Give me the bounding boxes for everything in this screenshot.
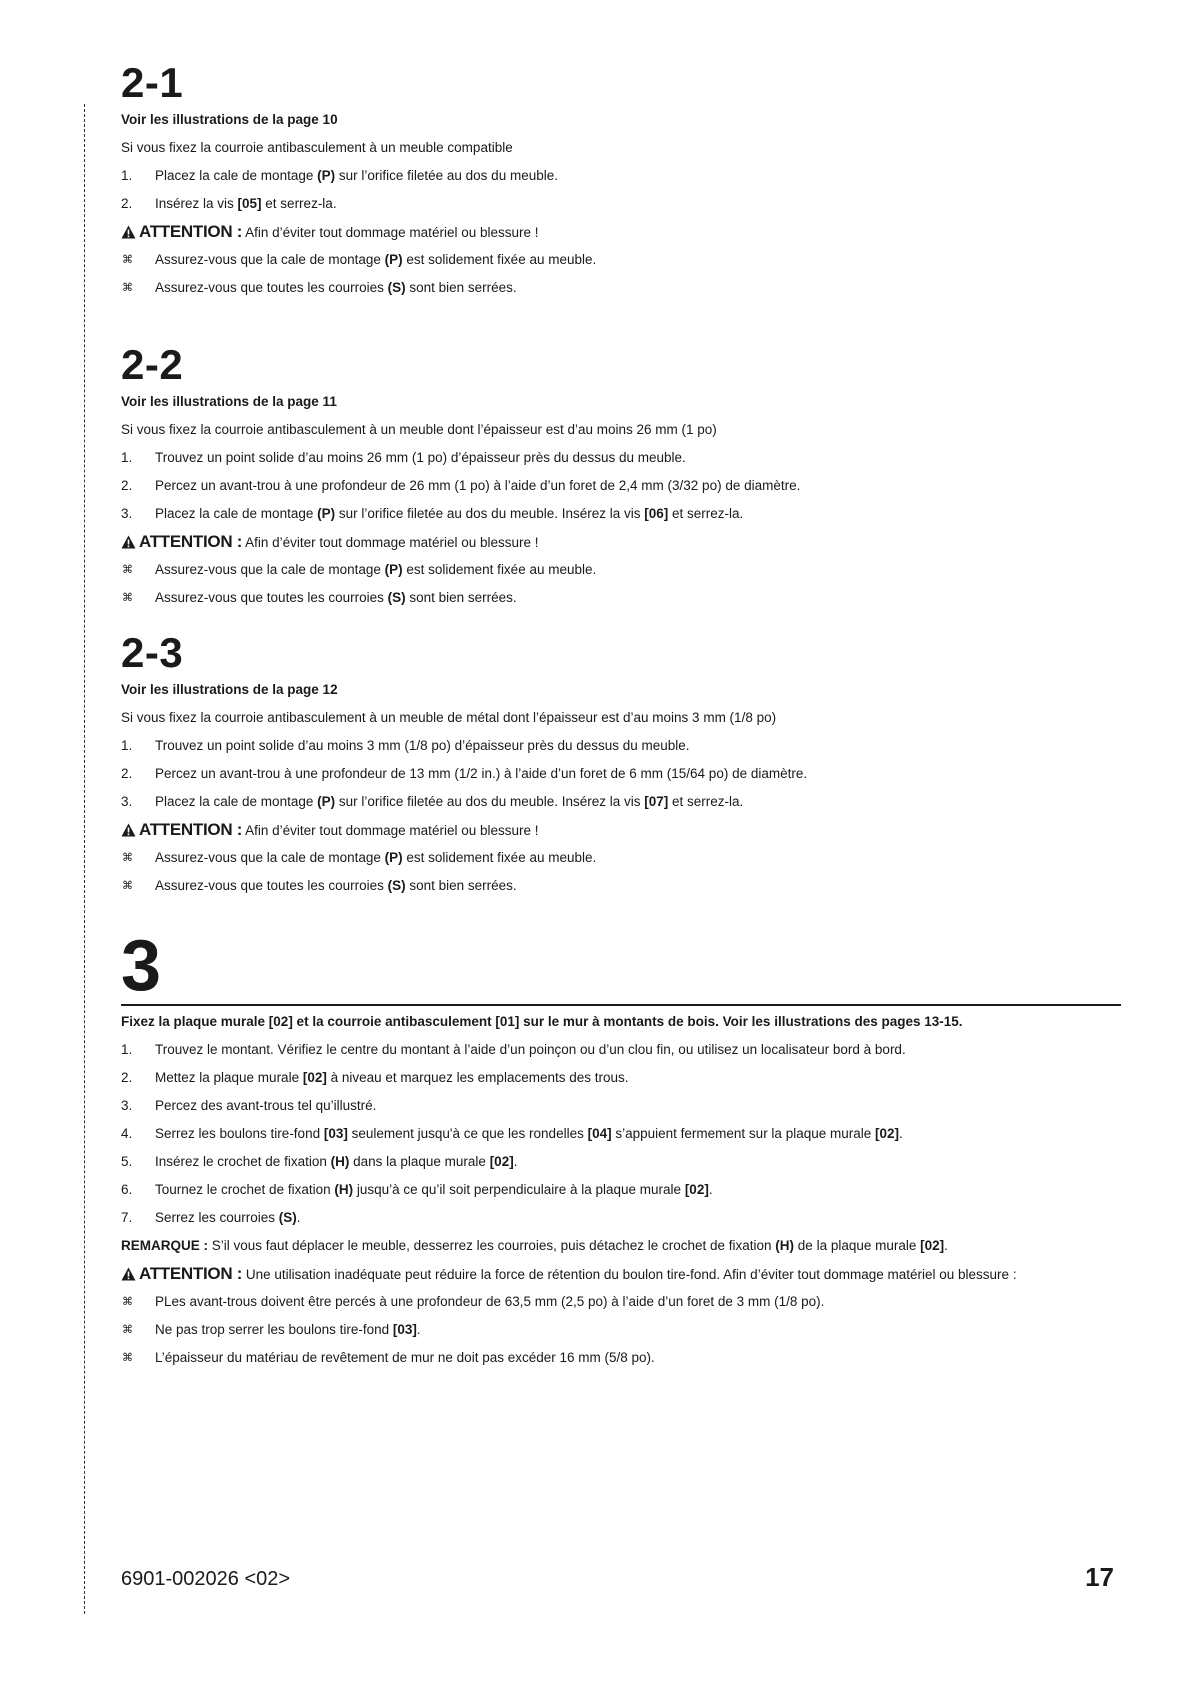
section-2-3 [121,630,1121,900]
section-rule [121,928,1121,1006]
step-item: 3. Placez la cale de montage (P) sur l’orifice filetée au dos du meuble. Insérez la vis [07] et serrez-la. [121,794,744,809]
step-item: 5. Insérez le crochet de fixation (H) dans la plaque murale [02]. [121,1154,518,1169]
bullet-item: ⌘ Assurez-vous que la cale de montage (P) est solidement fixée au meuble. [121,246,1121,274]
bullet-item: ⌘ Assurez-vous que toutes les courroies (S) sont bien serrées. [121,584,1121,612]
bullet-icon: ⌘ [122,852,133,864]
step-item: 1. Trouvez un point solide d’au moins 3 mm (1/8 po) d’épaisseur près du dessus du meuble. [121,738,690,753]
bullet-item: ⌘ Assurez-vous que la cale de montage (P) est solidement fixée au meuble. [121,556,1121,584]
intro-text: Si vous fixez la courroie antibasculement à un meuble de métal dont l’épaisseur est d’au moins 3 mm (1/8 po) [121,710,777,725]
section-3 [121,928,1121,1372]
section-title: 2-1 [121,59,184,106]
bullet-item: ⌘ Assurez-vous que la cale de montage (P) est solidement fixée au meuble. [121,844,1121,872]
step-item: 2. Percez un avant-trou à une profondeur de 13 mm (1/2 in.) à l’aide d’un foret de 6 mm (15/64 po) de diamètre. [121,766,808,781]
section-2-1 [121,60,1121,302]
note-line: REMARQUE : S’il vous faut déplacer le meuble, desserrez les courroies, puis détachez le crochet de fixation (H) de la plaque murale [02]. [121,1238,948,1253]
warning-icon [121,225,136,239]
bullet-icon: ⌘ [122,880,133,892]
step-item: 1. Trouvez un point solide d’au moins 26 mm (1 po) d’épaisseur près du dessus du meuble. [121,450,686,465]
bullet-item: ⌘ L’épaisseur du matériau de revêtement de mur ne doit pas excéder 16 mm (5/8 po). [121,1344,1121,1372]
warning-icon [121,1267,136,1281]
section-title: 3 [121,926,162,1006]
attention-line: ATTENTION : Afin d’éviter tout dommage matériel ou blessure ! [121,218,1121,246]
warning-icon [121,535,136,549]
step-item: 7. Serrez les courroies (S). [121,1210,301,1225]
section-2-2 [121,342,1121,612]
section-title: 2-2 [121,341,184,388]
bullet-item: ⌘ PLes avant-trous doivent être percés à une profondeur de 63,5 mm (2,5 po) à l’aide d’un foret de 3 mm (1/8 po). [121,1288,1121,1316]
step-item: 1. Placez la cale de montage (P) sur l’orifice filetée au dos du meuble. [121,168,558,183]
bullet-item: ⌘ Assurez-vous que toutes les courroies (S) sont bien serrées. [121,274,1121,302]
cut-line [84,104,85,1614]
step-item: 6. Tournez le crochet de fixation (H) jusqu’à ce qu’il soit perpendiculaire à la plaque murale [02]. [121,1182,713,1197]
intro-text: Si vous fixez la courroie antibasculement à un meuble dont l’épaisseur est d’au moins 26 mm (1 po) [121,422,717,437]
section-subhead: Fixez la plaque murale [02] et la courroie antibasculement [01] sur le mur à montants de bois. Voir les illustrations des pages 13-15. [121,1014,963,1029]
bullet-item: ⌘ Ne pas trop serrer les boulons tire-fond [03]. [121,1316,1121,1344]
section-subhead: Voir les illustrations de la page 12 [121,682,338,697]
step-item: 2. Insérez la vis [05] et serrez-la. [121,196,337,211]
section-subhead: Voir les illustrations de la page 11 [121,394,337,409]
attention-line: ATTENTION : Afin d’éviter tout dommage matériel ou blessure ! [121,816,1121,844]
bullet-icon: ⌘ [122,1324,133,1336]
bullet-icon: ⌘ [122,592,133,604]
attention-line: ATTENTION : Afin d’éviter tout dommage matériel ou blessure ! [121,528,1121,556]
bullet-icon: ⌘ [122,564,133,576]
step-item: 4. Serrez les boulons tire-fond [03] seulement jusqu'à ce que les rondelles [04] s’appuient fermement sur la plaque murale [02]. [121,1126,903,1141]
attention-line: ATTENTION : Une utilisation inadéquate peut réduire la force de rétention du boulon tire-fond. Afin d’éviter tout dommage matériel ou blessure : [121,1260,1121,1288]
page-number: 17 [1085,1562,1114,1592]
step-item: 2. Mettez la plaque murale [02] à niveau et marquez les emplacements des trous. [121,1070,629,1085]
step-item: 3. Placez la cale de montage (P) sur l’orifice filetée au dos du meuble. Insérez la vis [06] et serrez-la. [121,506,744,521]
bullet-icon: ⌘ [122,282,133,294]
section-title: 2-3 [121,629,184,676]
intro-text: Si vous fixez la courroie antibasculement à un meuble compatible [121,140,513,155]
bullet-icon: ⌘ [122,1352,133,1364]
bullet-icon: ⌘ [122,1296,133,1308]
step-item: 3. Percez des avant-trous tel qu’illustré. [121,1098,377,1113]
section-subhead: Voir les illustrations de la page 10 [121,112,338,127]
document-code: 6901-002026 <02> [121,1568,291,1590]
step-item: 1. Trouvez le montant. Vérifiez le centre du montant à l’aide d’un poinçon ou d’un clou fin, ou utilisez un localisateur bord à bord. [121,1042,906,1057]
bullet-item: ⌘ Assurez-vous que toutes les courroies (S) sont bien serrées. [121,872,1121,900]
step-item: 2. Percez un avant-trou à une profondeur de 26 mm (1 po) à l’aide d’un foret de 2,4 mm (3/32 po) de diamètre. [121,478,801,493]
warning-icon [121,823,136,837]
bullet-icon: ⌘ [122,254,133,266]
